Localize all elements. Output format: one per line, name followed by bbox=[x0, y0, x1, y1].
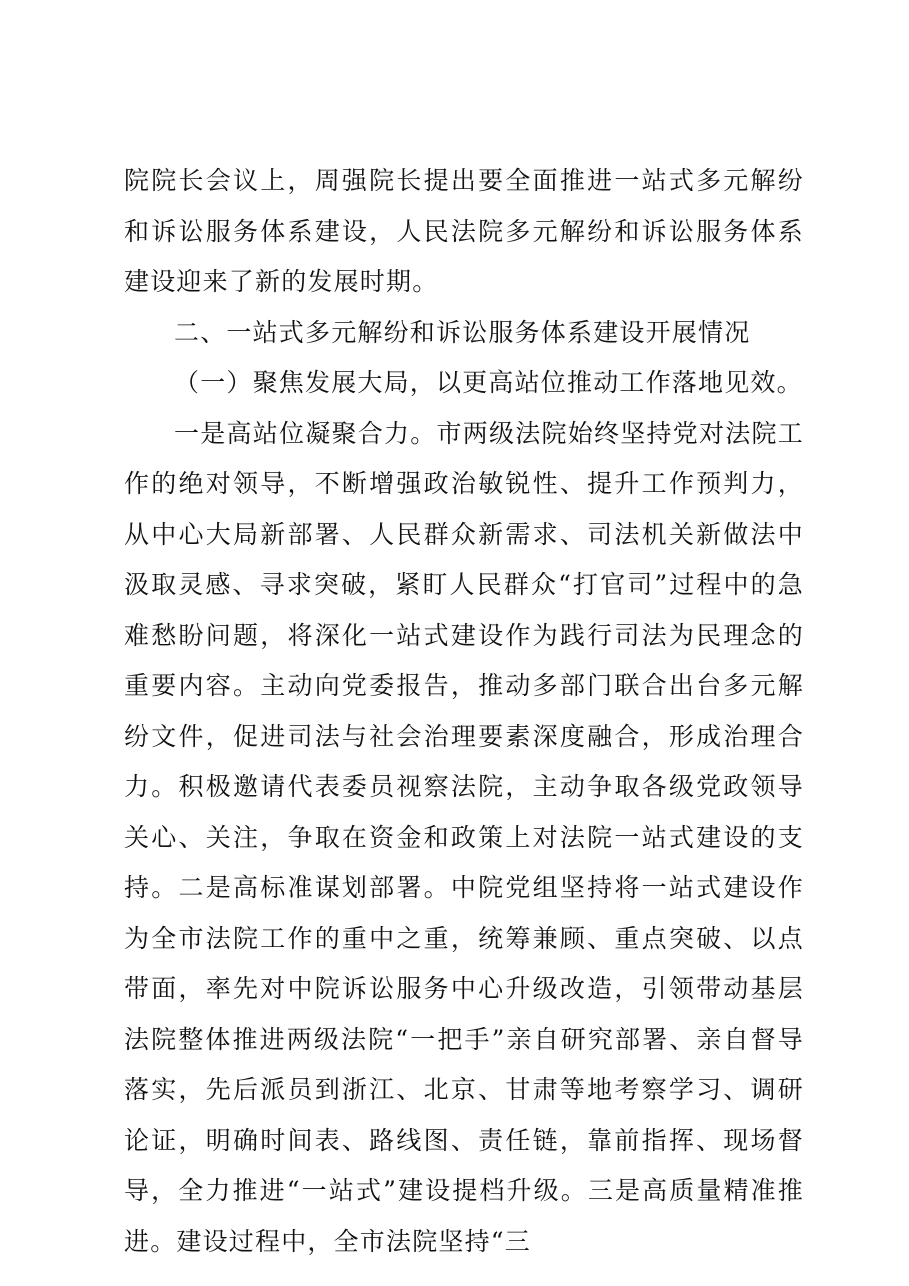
document-body bbox=[124, 156, 804, 1267]
body-paragraph: 一是高站位凝聚合力。市两级法院始终坚持党对法院工作的绝对领导，不断增强政治敏锐性、提升工作预判力，从中心大局新部署、人民群众新需求、司法机关新做法中汲取灵感、寻求突破，紧盯人民群众“打官司”过程中的急难愁盼问题，将深化一站式建设作为践行司法为民理念的重要内容。主动向党委报告，推动多部门联合出台多元解纷文件，促进司法与社会治理要素深度融合，形成治理合力。积极邀请代表委员视察法院，主动争取各级党政领导关心、关注，争取在资金和政策上对法院一站式建设的支持。二是高标准谋划部署。中院党组坚持将一站式建设作为全市法院工作的重中之重，统筹兼顾、重点突破、以点带面，率先对中院诉讼服务中心升级改造，引领带动基层法院整体推进两级法院“一把手”亲自研究部署、亲自督导落实，先后派员到浙江、北京、甘肃等地考察学习、调研论证，明确时间表、路线图、责任链，靠前指挥、现场督导，全力推进“一站式”建设提档升级。三是高质量精准推进。建设过程中，全市法院坚持“三 bbox=[124, 418, 804, 1256]
section-heading: 二、一站式多元解纷和诉讼服务体系建设开展情况 bbox=[174, 317, 751, 347]
subsection-heading: （一）聚焦发展大局，以更高站位推动工作落地见效。 bbox=[174, 368, 803, 397]
paragraph-continuation: 院院长会议上，周强院长提出要全面推进一站式多元解纷和诉讼服务体系建设，人民法院多元解纷和诉讼服务体系建设迎来了新的发展时期。 bbox=[124, 166, 804, 296]
